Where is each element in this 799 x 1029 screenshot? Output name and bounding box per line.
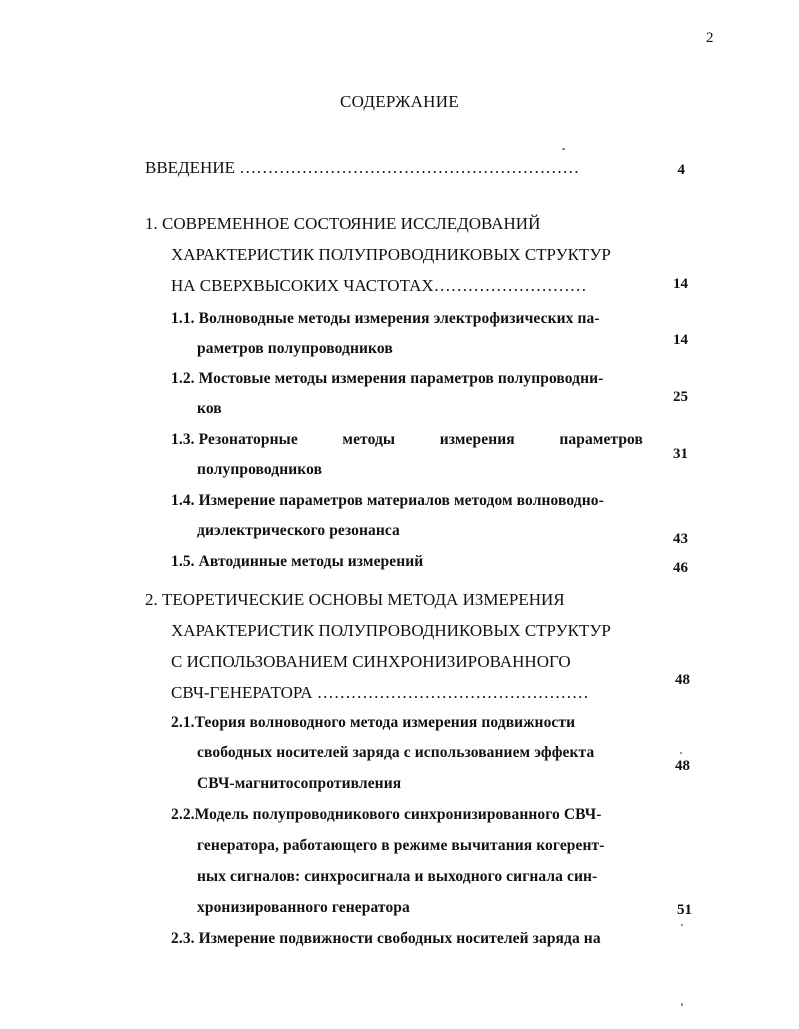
section-2-line-3: С ИСПОЛЬЗОВАНИЕМ СИНХРОНИЗИРОВАННОГО [171,652,571,671]
subsection-2-3-line-1: 2.3. Измерение подвижности свободных носителей заряда на [171,930,601,947]
subsection-1-4-line-2: диэлектрического резонанса [197,522,400,539]
subsection-1-4-page: 43 [673,531,688,547]
subsection-1-5-page: 46 [673,560,688,576]
page-number: 2 [706,30,714,46]
subsection-2-2-line-3: ных сигналов: синхросигнала и выходного сигнала син- [197,868,598,885]
subsection-1-3-word-4: параметров [559,431,643,448]
section-1-line-3: НА СВЕРХВЫСОКИХ ЧАСТОТАХ……………………… [171,276,587,295]
subsection-1-2-line-2: ков [197,400,222,417]
scan-speck [680,752,682,754]
subsection-2-1-line-3: СВЧ-магнитосопротивления [197,775,402,792]
section-1-line-2: ХАРАКТЕРИСТИК ПОЛУПРОВОДНИКОВЫХ СТРУКТУР [171,245,611,264]
subsection-1-3-line-2: полупроводников [197,461,323,478]
intro-page: 4 [677,162,685,178]
subsection-2-2-line-2: генератора, работающего в режиме вычитания когерент- [197,837,605,854]
intro-leader-dots: …………………………………………………… [239,158,580,177]
subsection-1-4-line-1: 1.4. Измерение параметров материалов методом волноводно- [171,492,604,509]
subsection-1-3-word-1: 1.3. Резонаторные [171,431,298,448]
subsection-2-1-line-1: 2.1.Теория волноводного метода измерения подвижности [171,714,576,731]
subsection-2-1-page: 48 [675,758,690,774]
subsection-1-3-line-1 [171,431,643,449]
subsection-1-3-word-3: измерения [439,431,515,448]
subsection-1-1-line-1: 1.1. Волноводные методы измерения электрофизических па- [171,310,600,327]
section-2-line-1: 2. ТЕОРЕТИЧЕСКИЕ ОСНОВЫ МЕТОДА ИЗМЕРЕНИЯ [145,590,565,609]
section-2-page: 48 [675,672,690,688]
toc-entry-intro [145,158,579,178]
section-2-line-2: ХАРАКТЕРИСТИК ПОЛУПРОВОДНИКОВЫХ СТРУКТУР [171,621,611,640]
subsection-1-5-line-1: 1.5. Автодинные методы измерений [171,553,424,570]
subsection-2-2-line-1: 2.2.Модель полупроводникового синхронизированного СВЧ- [171,806,602,823]
scan-speck [681,924,683,926]
page-title: СОДЕРЖАНИЕ [339,92,460,111]
subsection-1-3-page: 31 [673,446,688,462]
section-1-line-1: 1. СОВРЕМЕННОЕ СОСТОЯНИЕ ИССЛЕДОВАНИЙ [145,214,541,233]
subsection-1-2-page: 25 [673,389,688,405]
subsection-1-1-page: 14 [673,332,688,348]
subsection-2-2-line-4: хронизированного генератора [197,899,410,916]
scan-speck [681,1003,683,1006]
subsection-1-2-line-1: 1.2. Мостовые методы измерения параметров полупроводни- [171,370,604,387]
section-1-page: 14 [673,276,688,292]
subsection-2-1-line-2: свободных носителей заряда с использованием эффекта [197,744,595,761]
subsection-2-2-page: 51 [677,902,692,918]
section-2-line-4: СВЧ-ГЕНЕРАТОРА ………………………………………… [171,683,589,702]
subsection-1-1-line-2: раметров полупроводников [197,340,393,357]
scan-speck [562,148,565,150]
subsection-1-3-word-2: методы [342,431,396,448]
intro-label: ВВЕДЕНИЕ [145,158,235,177]
